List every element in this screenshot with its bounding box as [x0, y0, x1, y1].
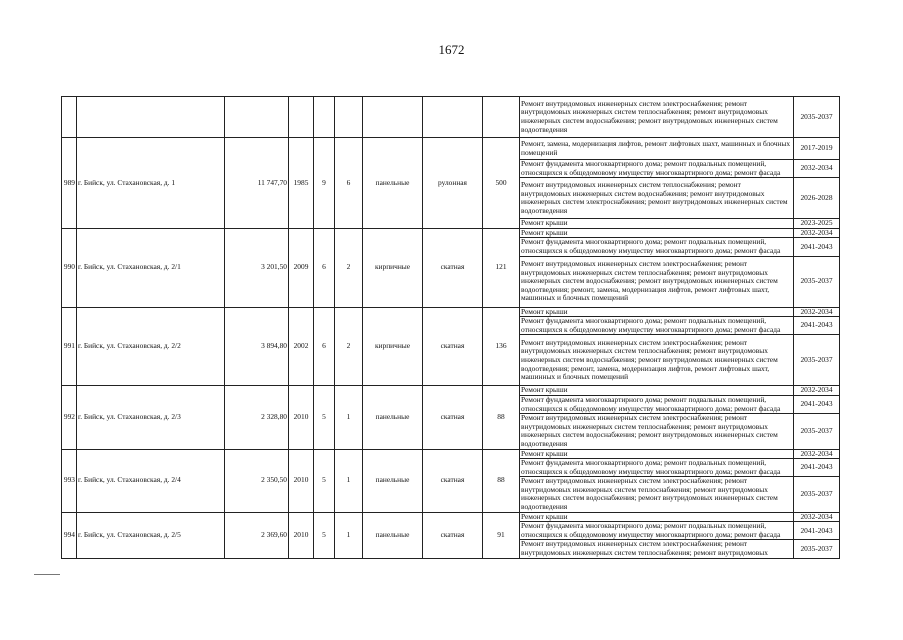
work-period: 2032-2034 [794, 160, 840, 178]
entrances-count: 2 [335, 307, 363, 386]
house-address: г. Бийск, ул. Стахановская, д. 2/2 [77, 307, 225, 386]
empty-cell [423, 97, 483, 138]
work-description: Ремонт внутридомовых инженерных систем электроснабжения; ремонт внутридомовых инженерных систем теплоснабжения; ремонт внутридомовых инженерных систем водоснабжения; ремонт внутридомовых инженерных систем водоотведения [520, 477, 794, 512]
roof-type: скатная [423, 307, 483, 386]
floors-count: 5 [314, 512, 335, 558]
empty-cell [77, 97, 225, 138]
row-number: 992 [62, 386, 77, 449]
row-number: 994 [62, 512, 77, 558]
work-description: Ремонт внутридомовых инженерных систем электроснабжения; ремонт внутридомовых инженерных систем теплоснабжения; ремонт внутридомовых инженерных систем водоснабжения; ремонт внутридомовых инженерных систем водоотведения [520, 414, 794, 449]
empty-cell [335, 97, 363, 138]
work-period: 2041-2043 [794, 459, 840, 477]
entrances-count: 2 [335, 228, 363, 307]
entrances-count: 1 [335, 449, 363, 512]
floors-count: 5 [314, 449, 335, 512]
apartments-count: 91 [483, 512, 520, 558]
work-description: Ремонт внутридомовых инженерных систем электроснабжения; ремонт внутридомовых инженерных систем теплоснабжения; ремонт внутридомовых инженерных систем водоснабжения; ремонт внутридомовых инженерных систем водоотведения; ремонт, замена, модернизация лифтов, ремонт лифтовых шахт, машинных и блочных помещений [520, 335, 794, 386]
build-year: 2010 [289, 512, 314, 558]
build-year: 1985 [289, 138, 314, 229]
house-address: г. Бийск, ул. Стахановская, д. 2/1 [77, 228, 225, 307]
work-period: 2032-2034 [794, 307, 840, 317]
total-area: 3 894,80 [225, 307, 289, 386]
build-year: 2010 [289, 449, 314, 512]
roof-type: скатная [423, 512, 483, 558]
roof-type: рулонная [423, 138, 483, 229]
work-description: Ремонт фундамента многоквартирного дома; ремонт подвальных помещений, относящихся к общедомовому имуществу многоквартирного дома; ремонт фасада [520, 238, 794, 256]
house-address: г. Бийск, ул. Стахановская, д. 2/5 [77, 512, 225, 558]
work-period: 2032-2034 [794, 449, 840, 459]
empty-cell [225, 97, 289, 138]
work-period: 2035-2037 [794, 540, 840, 558]
apartments-count: 88 [483, 449, 520, 512]
total-area: 2 350,50 [225, 449, 289, 512]
margin-mark [34, 574, 60, 575]
table-row [62, 307, 840, 317]
house-address: г. Бийск, ул. Стахановская, д. 1 [77, 138, 225, 229]
work-period: 2041-2043 [794, 395, 840, 413]
work-description: Ремонт фундамента многоквартирного дома; ремонт подвальных помещений, относящихся к общедомовому имуществу многоквартирного дома; ремонт фасада [520, 395, 794, 413]
work-description: Ремонт внутридомовых инженерных систем теплоснабжения; ремонт внутридомовых инженерных систем водоснабжения; ремонт внутридомовых инженерных систем электроснабжения; ремонт внутридомовых инженерных систем водоотведения [520, 178, 794, 219]
house-address: г. Бийск, ул. Стахановская, д. 2/4 [77, 449, 225, 512]
work-period: 2035-2037 [794, 477, 840, 512]
empty-cell [314, 97, 335, 138]
empty-cell [62, 97, 77, 138]
table-row [62, 138, 840, 160]
floors-count: 6 [314, 228, 335, 307]
total-area: 2 328,80 [225, 386, 289, 449]
floors-count: 5 [314, 386, 335, 449]
work-period: 2023-2025 [794, 219, 840, 229]
wall-material: кирпичные [363, 228, 423, 307]
work-description: Ремонт фундамента многоквартирного дома; ремонт подвальных помещений, относящихся к общедомовому имуществу многоквартирного дома; ремонт фасада [520, 160, 794, 178]
floors-count: 9 [314, 138, 335, 229]
work-description: Ремонт внутридомовых инженерных систем электроснабжения; ремонт внутридомовых инженерных систем теплоснабжения; ремонт внутридомовых инженерных систем водоснабжения; ремонт внутридомовых инженерных систем водоотведения [520, 97, 794, 138]
house-address: г. Бийск, ул. Стахановская, д. 2/3 [77, 386, 225, 449]
empty-cell [289, 97, 314, 138]
wall-material: панельные [363, 138, 423, 229]
work-period: 2041-2043 [794, 317, 840, 335]
table-row [62, 512, 840, 522]
roof-type: скатная [423, 449, 483, 512]
table-row [62, 449, 840, 459]
work-description: Ремонт внутридомовых инженерных систем электроснабжения; ремонт внутридомовых инженерных систем теплоснабжения; ремонт внутридомовых [520, 540, 794, 558]
work-period: 2035-2037 [794, 97, 840, 138]
entrances-count: 1 [335, 386, 363, 449]
work-description: Ремонт внутридомовых инженерных систем электроснабжения; ремонт внутридомовых инженерных систем теплоснабжения; ремонт внутридомовых инженерных систем водоснабжения; ремонт внутридомовых инженерных систем водоотведения; ремонт, замена, модернизация лифтов, ремонт лифтовых шахт, машинных и блочных помещений [520, 256, 794, 307]
work-period: 2032-2034 [794, 386, 840, 396]
wall-material: панельные [363, 449, 423, 512]
work-period: 2035-2037 [794, 414, 840, 449]
wall-material: панельные [363, 512, 423, 558]
work-period: 2017-2019 [794, 138, 840, 160]
work-period: 2041-2043 [794, 522, 840, 540]
work-period: 2032-2034 [794, 228, 840, 238]
row-number: 990 [62, 228, 77, 307]
roof-type: скатная [423, 228, 483, 307]
total-area: 11 747,70 [225, 138, 289, 229]
table-body [62, 97, 840, 559]
table-row [62, 386, 840, 396]
work-period: 2035-2037 [794, 256, 840, 307]
work-description: Ремонт фундамента многоквартирного дома; ремонт подвальных помещений, относящихся к общедомовому имуществу многоквартирного дома; ремонт фасада [520, 459, 794, 477]
work-description: Ремонт крыши [520, 307, 794, 317]
entrances-count: 6 [335, 138, 363, 229]
work-description: Ремонт, замена, модернизация лифтов, ремонт лифтовых шахт, машинных и блочных помещений [520, 138, 794, 160]
work-description: Ремонт крыши [520, 219, 794, 229]
total-area: 3 201,50 [225, 228, 289, 307]
apartments-count: 121 [483, 228, 520, 307]
wall-material: кирпичные [363, 307, 423, 386]
apartments-count: 136 [483, 307, 520, 386]
work-period: 2041-2043 [794, 238, 840, 256]
wall-material: панельные [363, 386, 423, 449]
row-number: 993 [62, 449, 77, 512]
build-year: 2002 [289, 307, 314, 386]
work-description: Ремонт крыши [520, 386, 794, 396]
row-number: 991 [62, 307, 77, 386]
work-period: 2026-2028 [794, 178, 840, 219]
apartments-count: 88 [483, 386, 520, 449]
work-description: Ремонт крыши [520, 449, 794, 459]
page-number: 1672 [438, 42, 465, 57]
table-row [62, 228, 840, 238]
row-number: 989 [62, 138, 77, 229]
apartments-count: 500 [483, 138, 520, 229]
work-description: Ремонт фундамента многоквартирного дома; ремонт подвальных помещений, относящихся к общедомовому имуществу многоквартирного дома; ремонт фасада [520, 522, 794, 540]
roof-type: скатная [423, 386, 483, 449]
total-area: 2 369,60 [225, 512, 289, 558]
capital-repair-table [61, 96, 840, 559]
build-year: 2010 [289, 386, 314, 449]
build-year: 2009 [289, 228, 314, 307]
work-description: Ремонт крыши [520, 228, 794, 238]
table-row-continuation [62, 97, 840, 138]
work-period: 2035-2037 [794, 335, 840, 386]
floors-count: 6 [314, 307, 335, 386]
empty-cell [483, 97, 520, 138]
empty-cell [363, 97, 423, 138]
entrances-count: 1 [335, 512, 363, 558]
work-description: Ремонт фундамента многоквартирного дома; ремонт подвальных помещений, относящихся к общедомовому имуществу многоквартирного дома; ремонт фасада [520, 317, 794, 335]
work-description: Ремонт крыши [520, 512, 794, 522]
work-period: 2032-2034 [794, 512, 840, 522]
